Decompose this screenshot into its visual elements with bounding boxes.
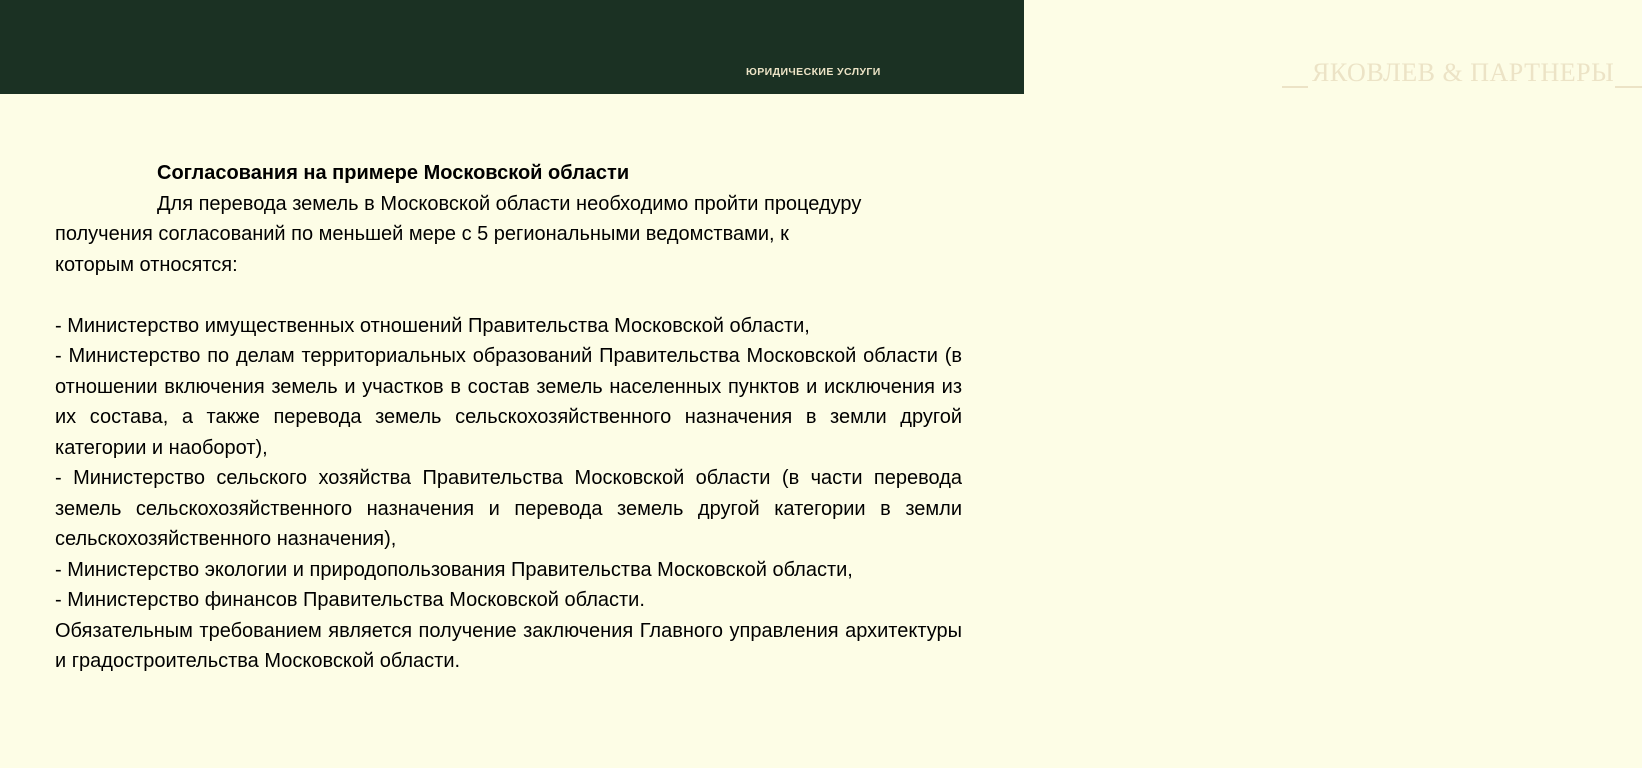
intro-paragraph: Для перевода земель в Московской области необходимо пройти процедуру получения согласований по меньшей мере с 5 региональными ведомствами, к которым относятся: xyxy=(55,192,862,276)
logo-rule-right xyxy=(1615,86,1642,88)
header-bar xyxy=(0,0,1615,94)
logo-name: ЯКОВЛЕВ & ПАРТНЕРЫ xyxy=(1312,58,1615,87)
list-item-ministry-property: - Министерство имущественных отношений Правительства Московской области, xyxy=(55,314,810,337)
logo-rule-left xyxy=(1282,86,1308,88)
list-item-ministry-agriculture: - Министерство сельского хозяйства Правительства Московской области (в части перевода земель сельскохозяйственного назначения и перевода земель другой категории в земли сельскохозяйственного назначения), xyxy=(55,467,962,550)
list-item-ministry-territorial: - Министерство по делам территориальных образований Правительства Московской области (в отношении включения земель и участков в состав земель населенных пунктов и исключения из их состава, а также перевода земель сельскохозяйственного назначения в земли другой категории и наоборот), xyxy=(55,345,962,459)
conclusion-paragraph: Обязательным требованием является получение заключения Главного управления архитектуры и градостроительства Московской области. xyxy=(55,619,962,672)
logo-tagline: ЮРИДИЧЕСКИЕ УСЛУГИ xyxy=(746,66,881,78)
list-item-ministry-ecology: - Министерство экологии и природопользования Правительства Московской области, xyxy=(55,558,853,581)
list-item-ministry-finance: - Министерство финансов Правительства Московской области. xyxy=(55,589,645,611)
document-title: Согласования на примере Московской области xyxy=(157,162,630,184)
document-body xyxy=(55,158,962,677)
paragraph-gap xyxy=(55,280,962,311)
